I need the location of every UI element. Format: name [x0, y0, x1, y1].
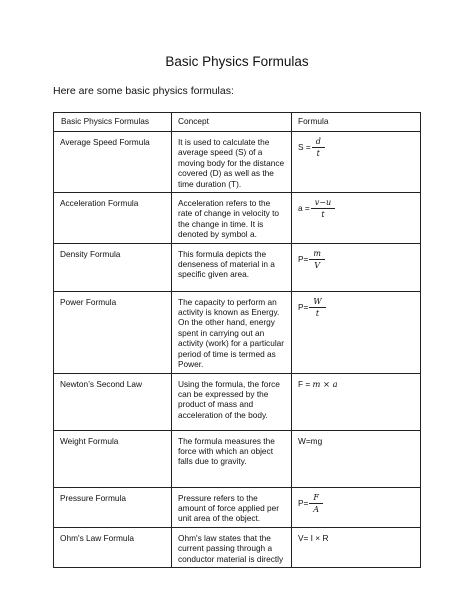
- formula-cell: [292, 243, 421, 291]
- formula-prefix: P=: [298, 253, 309, 264]
- denominator: V: [314, 260, 321, 270]
- formula-cell: [292, 132, 421, 193]
- fraction: [309, 493, 323, 514]
- formula-concept: The capacity to perform an activity is known as Energy. On the other hand, energy spent in carrying out an activity (work) for a particular period of time is termed as Power.: [172, 291, 292, 373]
- formula-cell: W=mg: [292, 430, 421, 487]
- denominator: A: [313, 504, 320, 514]
- formula-cell: [292, 487, 421, 527]
- table-row: [54, 373, 421, 430]
- formulas-table: [53, 112, 421, 568]
- formula-expression: [298, 297, 326, 318]
- table-row: [54, 487, 421, 527]
- formula-cell: [292, 291, 421, 373]
- denominator: t: [316, 149, 320, 158]
- formula-concept: Acceleration refers to the rate of change in velocity to the change in time. It is denoted by symbol a.: [172, 193, 292, 244]
- formula-concept: Pressure refers to the amount of force applied per unit area of the object.: [172, 487, 292, 527]
- formula-name: Density Formula: [54, 243, 172, 291]
- header-formula: Formula: [292, 113, 421, 132]
- fraction: [309, 249, 325, 270]
- formula-expression: [298, 137, 325, 158]
- formula-math: m × a: [312, 378, 338, 389]
- table-row: [54, 193, 421, 244]
- numerator: W: [309, 297, 325, 308]
- formula-concept: Ohm's law states that the current passing through a conductor material is directly: [172, 527, 292, 567]
- table-row: [54, 132, 421, 193]
- formula-expression: [298, 493, 323, 514]
- fraction: [311, 198, 335, 219]
- formula-prefix: a =: [298, 203, 310, 214]
- formula-name: Ohm's Law Formula: [54, 527, 172, 567]
- formula-prefix: F =: [298, 378, 313, 389]
- intro-text: Here are some basic physics formulas:: [53, 85, 234, 97]
- table-header-row: [54, 113, 421, 132]
- header-concept: Concept: [172, 113, 292, 132]
- numerator: v−u: [311, 198, 335, 209]
- formula-concept: This formula depicts the denseness of material in a specific given area.: [172, 243, 292, 291]
- formula-cell: [292, 193, 421, 244]
- table-row: [54, 291, 421, 373]
- table-row: [54, 430, 421, 487]
- fraction: [312, 137, 325, 158]
- formula-cell: V= I × R: [292, 527, 421, 567]
- formula-cell: [292, 373, 421, 430]
- fraction: [309, 297, 325, 318]
- numerator: F: [309, 493, 323, 504]
- table-row: [54, 243, 421, 291]
- formula-prefix: S =: [298, 142, 311, 153]
- denominator: t: [315, 308, 320, 318]
- header-formulas: Basic Physics Formulas: [54, 113, 172, 132]
- formula-expression: [298, 249, 325, 270]
- formula-name: Power Formula: [54, 291, 172, 373]
- formula-name: Average Speed Formula: [54, 132, 172, 193]
- numerator: m: [309, 249, 325, 260]
- formula-name: Newton’s Second Law: [54, 373, 172, 430]
- formula-prefix: P=: [298, 301, 309, 312]
- formula-concept: It is used to calculate the average speed (S) of a moving body for the distance covered (D) as well as the time duration (T).: [172, 132, 292, 193]
- formula-concept: Using the formula, the force can be expressed by the product of mass and acceleration of the body.: [172, 373, 292, 430]
- table-row: [54, 527, 421, 567]
- formula-name: Pressure Formula: [54, 487, 172, 527]
- formula-prefix: P=: [298, 497, 309, 508]
- denominator: t: [321, 210, 325, 220]
- formula-concept: The formula measures the force with which an object falls due to gravity.: [172, 430, 292, 487]
- formula-expression: [298, 198, 335, 219]
- formula-name: Acceleration Formula: [54, 193, 172, 244]
- numerator: d: [312, 137, 325, 148]
- formula-name: Weight Formula: [54, 430, 172, 487]
- page-title: Basic Physics Formulas: [165, 54, 309, 69]
